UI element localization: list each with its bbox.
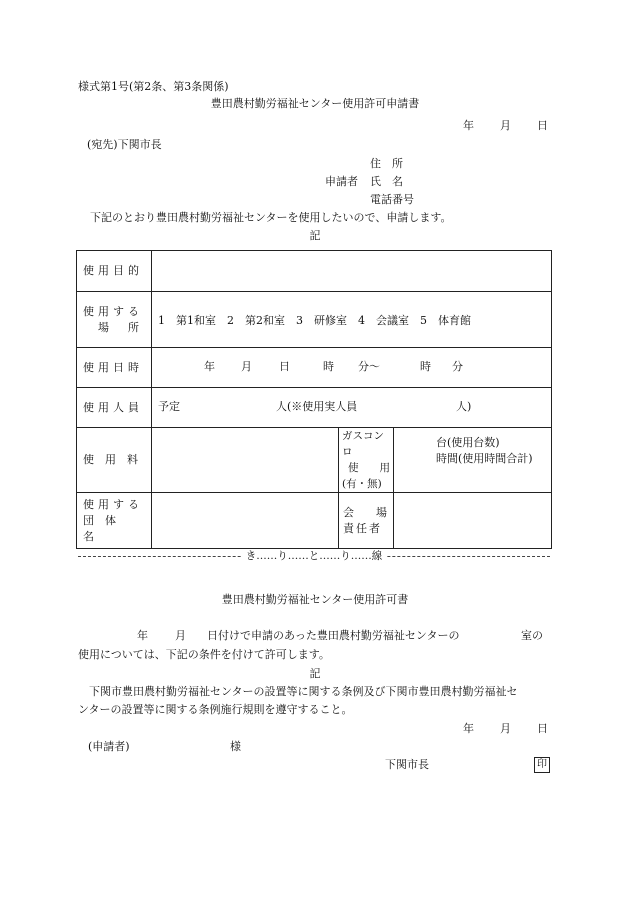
manager-label: 責任者 bbox=[343, 521, 382, 535]
datetime-label: 使用日時 bbox=[77, 348, 152, 388]
permit-line1-text: 日付けで申請のあった豊田農村勤労福祉センターの bbox=[207, 629, 460, 642]
permit-condition-line2: ンターの設置等に関する条例施行規則を遵守すること。 bbox=[78, 703, 353, 716]
people-close: 人) bbox=[456, 400, 472, 413]
row-people bbox=[77, 388, 552, 428]
datetime-day: 日 bbox=[279, 360, 290, 373]
permit-year: 年 bbox=[137, 629, 148, 642]
manager-field[interactable] bbox=[394, 493, 552, 549]
application-date-day: 日 bbox=[537, 119, 548, 132]
permit-mayor: 下関市長 bbox=[385, 758, 429, 771]
row-fee bbox=[77, 428, 552, 493]
permit-condition-line1: 下関市豊田農村勤労福祉センターの設置等に関する条例及び下関市豊田農村勤労福祉セ bbox=[89, 685, 518, 698]
venue-manager-label bbox=[339, 493, 394, 549]
fee-label: 使 用 料 bbox=[77, 428, 152, 493]
purpose-label: 使用目的 bbox=[77, 251, 152, 292]
application-date-month: 月 bbox=[500, 119, 511, 132]
org-label-line1: 使用する bbox=[83, 497, 143, 511]
applicant-label: 申請者 bbox=[325, 175, 358, 188]
org-label bbox=[77, 493, 152, 549]
name-label: 氏 名 bbox=[370, 175, 403, 188]
application-date-year: 年 bbox=[463, 119, 474, 132]
gas-label bbox=[339, 428, 394, 493]
application-title: 豊田農村勤労福祉センター使用許可申請書 bbox=[210, 97, 420, 110]
row-place bbox=[77, 292, 552, 348]
org-label-line2: 団体名 bbox=[83, 513, 127, 543]
datetime-minute-start: 分〜 bbox=[358, 360, 380, 373]
datetime-hour-end: 時 bbox=[420, 360, 431, 373]
datetime-year: 年 bbox=[204, 360, 215, 373]
row-purpose bbox=[77, 251, 552, 292]
row-datetime bbox=[77, 348, 552, 388]
people-label: 使用人員 bbox=[77, 388, 152, 428]
place-label-line2: 場 所 bbox=[98, 320, 143, 334]
org-field[interactable] bbox=[152, 493, 339, 549]
ki-heading: 記 bbox=[309, 229, 321, 242]
people-actual: 人(※使用実人員 bbox=[276, 400, 358, 413]
place-label bbox=[77, 292, 152, 348]
cut-line bbox=[78, 549, 550, 563]
phone-label: 電話番号 bbox=[370, 193, 414, 206]
permit-ki: 記 bbox=[309, 667, 321, 680]
cut-line-text: き……り……と……り……線 bbox=[242, 550, 387, 562]
seal-stamp: 印 bbox=[534, 757, 550, 773]
datetime-field[interactable] bbox=[152, 348, 552, 388]
permit-line2: 使用については、下記の条件を付けて許可します。 bbox=[78, 648, 330, 661]
gas-label-line3: (有・無) bbox=[342, 478, 382, 490]
gas-label-line1: ガスコンロ bbox=[342, 430, 384, 458]
purpose-field[interactable] bbox=[152, 251, 552, 292]
place-options[interactable]: 1 第1和室 2 第2和室 3 研修室 4 会議室 5 体育館 bbox=[152, 292, 552, 348]
place-label-line1: 使用する bbox=[83, 304, 143, 318]
permit-date-day: 日 bbox=[537, 722, 548, 735]
gas-hours: 時間(使用時間合計) bbox=[436, 452, 533, 465]
permit-applicant: (申請者) bbox=[88, 740, 130, 753]
gas-label-line2: 使 用 bbox=[348, 462, 390, 474]
address-label: 住 所 bbox=[370, 157, 403, 170]
people-field[interactable] bbox=[152, 388, 552, 428]
application-table bbox=[76, 250, 552, 549]
fee-field[interactable] bbox=[152, 428, 339, 493]
datetime-minute-end: 分 bbox=[452, 360, 463, 373]
permit-date-month: 月 bbox=[500, 722, 511, 735]
permit-title: 豊田農村勤労福祉センター使用許可書 bbox=[221, 593, 409, 606]
permit-sama: 様 bbox=[230, 740, 241, 753]
permit-date-year: 年 bbox=[463, 722, 474, 735]
datetime-hour-start: 時 bbox=[323, 360, 334, 373]
datetime-month: 月 bbox=[241, 360, 252, 373]
gas-field[interactable] bbox=[394, 428, 552, 493]
permit-room: 室の bbox=[521, 629, 543, 642]
addressee: (宛先)下関市長 bbox=[87, 138, 162, 151]
gas-units: 台(使用台数) bbox=[436, 436, 500, 449]
form-number: 様式第1号(第2条、第3条関係) bbox=[78, 80, 229, 93]
request-text: 下記のとおり豊田農村勤労福祉センターを使用したいので、申請します。 bbox=[90, 211, 452, 224]
venue-label: 会 場 bbox=[343, 505, 387, 519]
permit-month: 月 bbox=[175, 629, 186, 642]
people-planned: 予定 bbox=[158, 400, 180, 413]
row-organization bbox=[77, 493, 552, 549]
